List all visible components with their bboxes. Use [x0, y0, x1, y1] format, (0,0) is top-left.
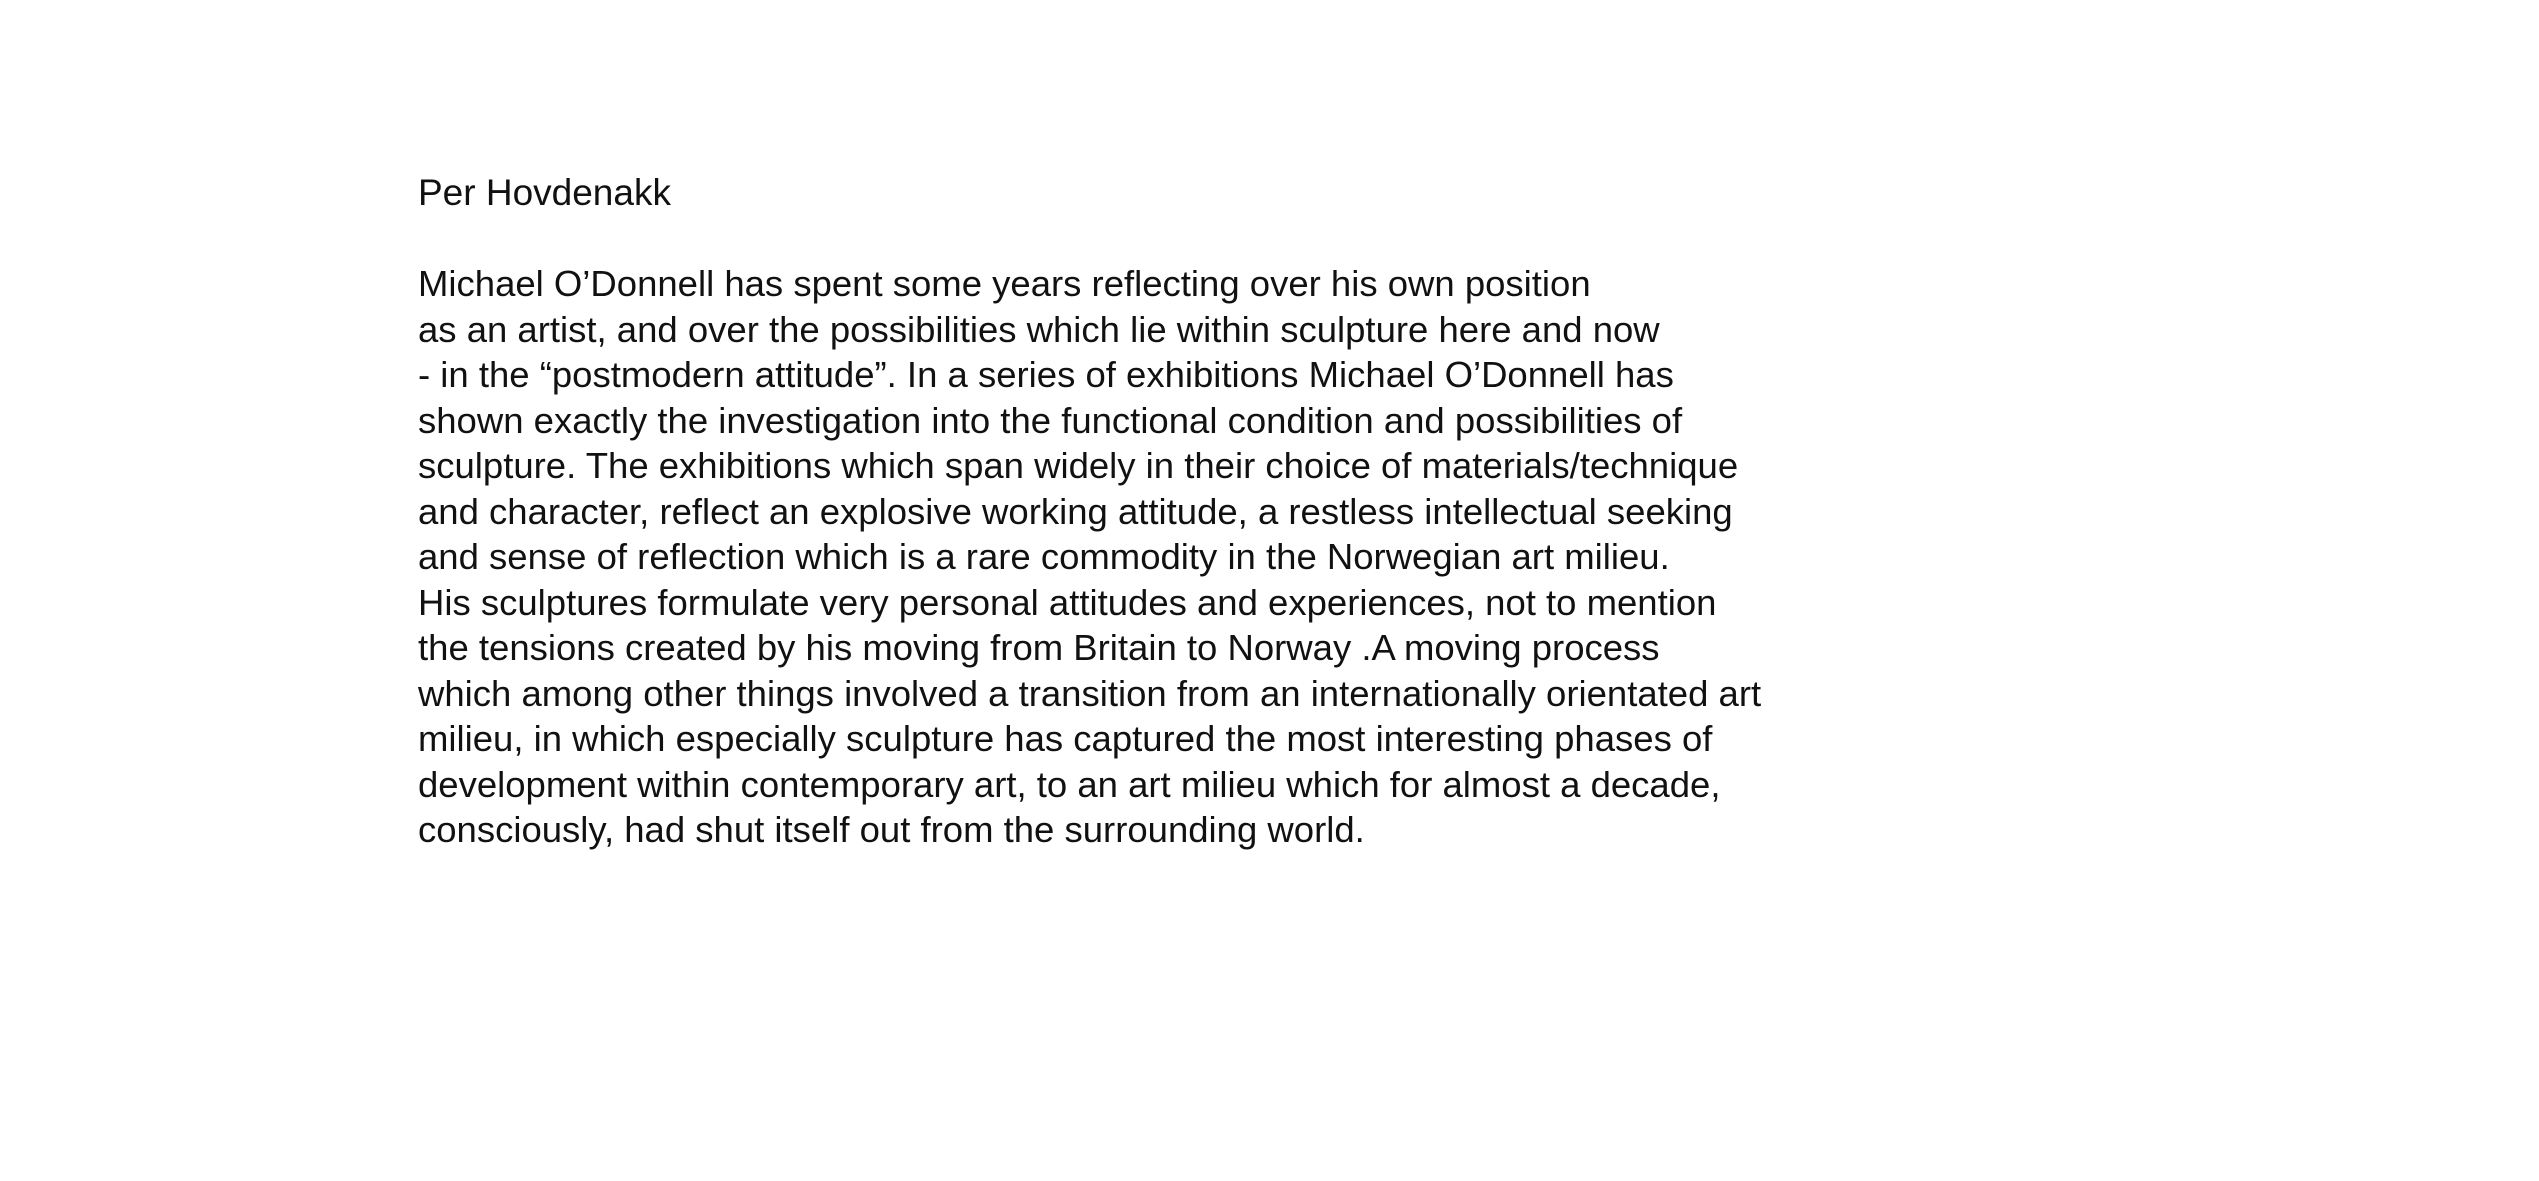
author-name: Per Hovdenakk: [418, 172, 671, 213]
paragraph-line: the tensions created by his moving from Britain to Norway .A moving process: [418, 627, 1660, 668]
paragraph-line: and sense of reflection which is a rare commodity in the Norwegian art milieu.: [418, 536, 1670, 577]
paragraph-line: consciously, had shut itself out from the surrounding world.: [418, 809, 1365, 850]
document: [418, 170, 2318, 853]
paragraph-line: - in the “postmodern attitude”. In a series of exhibitions Michael O’Donnell has: [418, 354, 1674, 395]
paragraph-line: which among other things involved a transition from an internationally orientated art: [418, 672, 1762, 714]
paragraph-line: sculpture. The exhibitions which span widely in their choice of materials/technique: [418, 445, 1739, 486]
paragraph-line: development within contemporary art, to an art milieu which for almost a decade,: [418, 763, 1721, 805]
paragraph-line: milieu, in which especially sculpture has captured the most interesting phases of: [418, 718, 1713, 759]
essay-paragraph: [418, 261, 2318, 853]
paragraph-line: Michael O’Donnell has spent some years reflecting over his own position: [418, 263, 1591, 304]
paragraph-line: as an artist, and over the possibilities which lie within sculpture here and now: [418, 308, 1660, 350]
paragraph-line: and character, reflect an explosive working attitude, a restless intellectual seeking: [418, 490, 1733, 532]
paragraph-line: shown exactly the investigation into the functional condition and possibilities of: [418, 399, 1683, 441]
paragraph-line: His sculptures formulate very personal attitudes and experiences, not to mention: [418, 581, 1717, 623]
